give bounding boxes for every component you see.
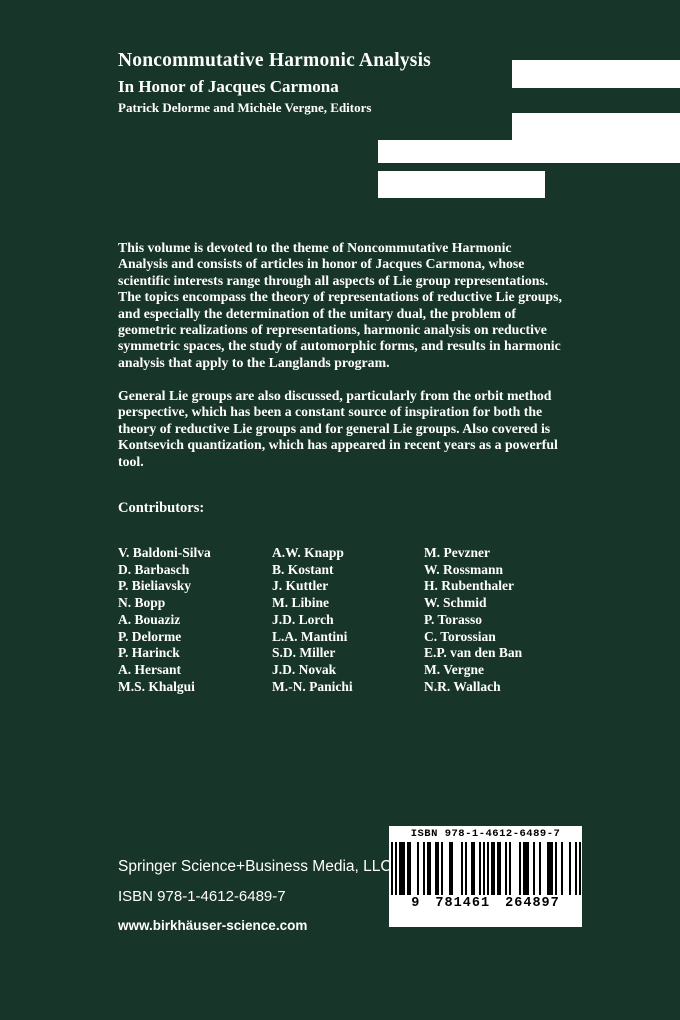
contributor-name: A.W. Knapp [272, 545, 344, 560]
contributor-name: M. Pevzner [424, 545, 490, 560]
contributor-name: P. Bieliavsky [118, 578, 192, 594]
contributors-column-3 [424, 545, 522, 695]
contributor-name: N. Bopp [118, 595, 166, 611]
contributor-name: B. Kostant [272, 561, 334, 577]
contributors-heading: Contributors: [118, 500, 205, 516]
contributor-name: C. Torossian [424, 628, 496, 644]
isbn-text: ISBN 978-1-4612-6489-7 [118, 888, 286, 905]
contributor-name: D. Barbasch [118, 561, 190, 577]
contributor-name: J.D. Novak [272, 661, 337, 677]
contributor-name: J.D. Lorch [272, 611, 334, 627]
barcode-isbn-label: ISBN 978-1-4612-6489-7 [410, 828, 561, 840]
book-title: Noncommutative Harmonic Analysis [118, 50, 431, 71]
description-paragraph-1: This volume is devoted to the theme of Noncommutative Harmonic Analysis and consists of articles in honor of Jacques Carmona, whose scientific interests range through all aspects of Lie group representations. The topics encompass the theory of representations of reductive Lie groups, and especially the determination of the unitary dual, the problem of geometric realizations of representations, harmonic analysis on reductive symmetric spaces, the study of automorphic forms, and results in harmonic analysis that apply to the Langlands program. [118, 240, 562, 370]
contributor-name: A. Bouaziz [118, 611, 181, 627]
contributor-name: W. Rossmann [424, 561, 504, 577]
contributor-name: P. Delorme [118, 628, 182, 644]
contributor-name: P. Torasso [424, 611, 483, 627]
deco-stripe-4 [378, 171, 545, 198]
contributor-name: V. Baldoni-Silva [118, 545, 211, 560]
contributors-column-2 [272, 545, 353, 695]
barcode-bars [391, 842, 581, 895]
contributor-name: M. Libine [272, 595, 330, 611]
contributor-name: M.S. Khalgui [118, 678, 195, 694]
contributor-name: W. Schmid [424, 595, 487, 611]
contributor-name: M. Vergne [424, 661, 484, 677]
contributor-name: A. Hersant [118, 661, 181, 677]
editors-line: Patrick Delorme and Michèle Vergne, Editors [118, 100, 372, 115]
book-subtitle: In Honor of Jacques Carmona [118, 77, 339, 96]
contributor-name: L.A. Mantini [272, 628, 348, 644]
description-paragraph-2: General Lie groups are also discussed, particularly from the orbit method perspective, which has been a constant source of inspiration for both the theory of reductive Lie groups and for general Lie groups. Also covered is Kontsevich quantization, which has appeared in recent years as a powerful tool. [118, 388, 558, 469]
contributor-name: S.D. Miller [272, 645, 336, 661]
contributors-column-1 [118, 545, 211, 695]
deco-stripe-3 [378, 140, 680, 163]
publisher-name: Springer Science+Business Media, LLC [118, 858, 392, 875]
contributor-name: M.-N. Panichi [272, 678, 353, 694]
deco-stripe-2 [512, 113, 680, 140]
contributor-name: J. Kuttler [272, 578, 329, 594]
barcode-box [389, 826, 582, 927]
contributor-name: N.R. Wallach [424, 678, 501, 694]
barcode-digits: 9 781461 264897 [411, 896, 560, 911]
deco-stripe-1 [512, 60, 680, 88]
contributor-name: P. Harinck [118, 645, 180, 661]
contributor-name: H. Rubenthaler [424, 578, 515, 594]
website-text: www.birkhäuser-science.com [118, 918, 308, 933]
contributor-name: E.P. van den Ban [424, 645, 523, 661]
